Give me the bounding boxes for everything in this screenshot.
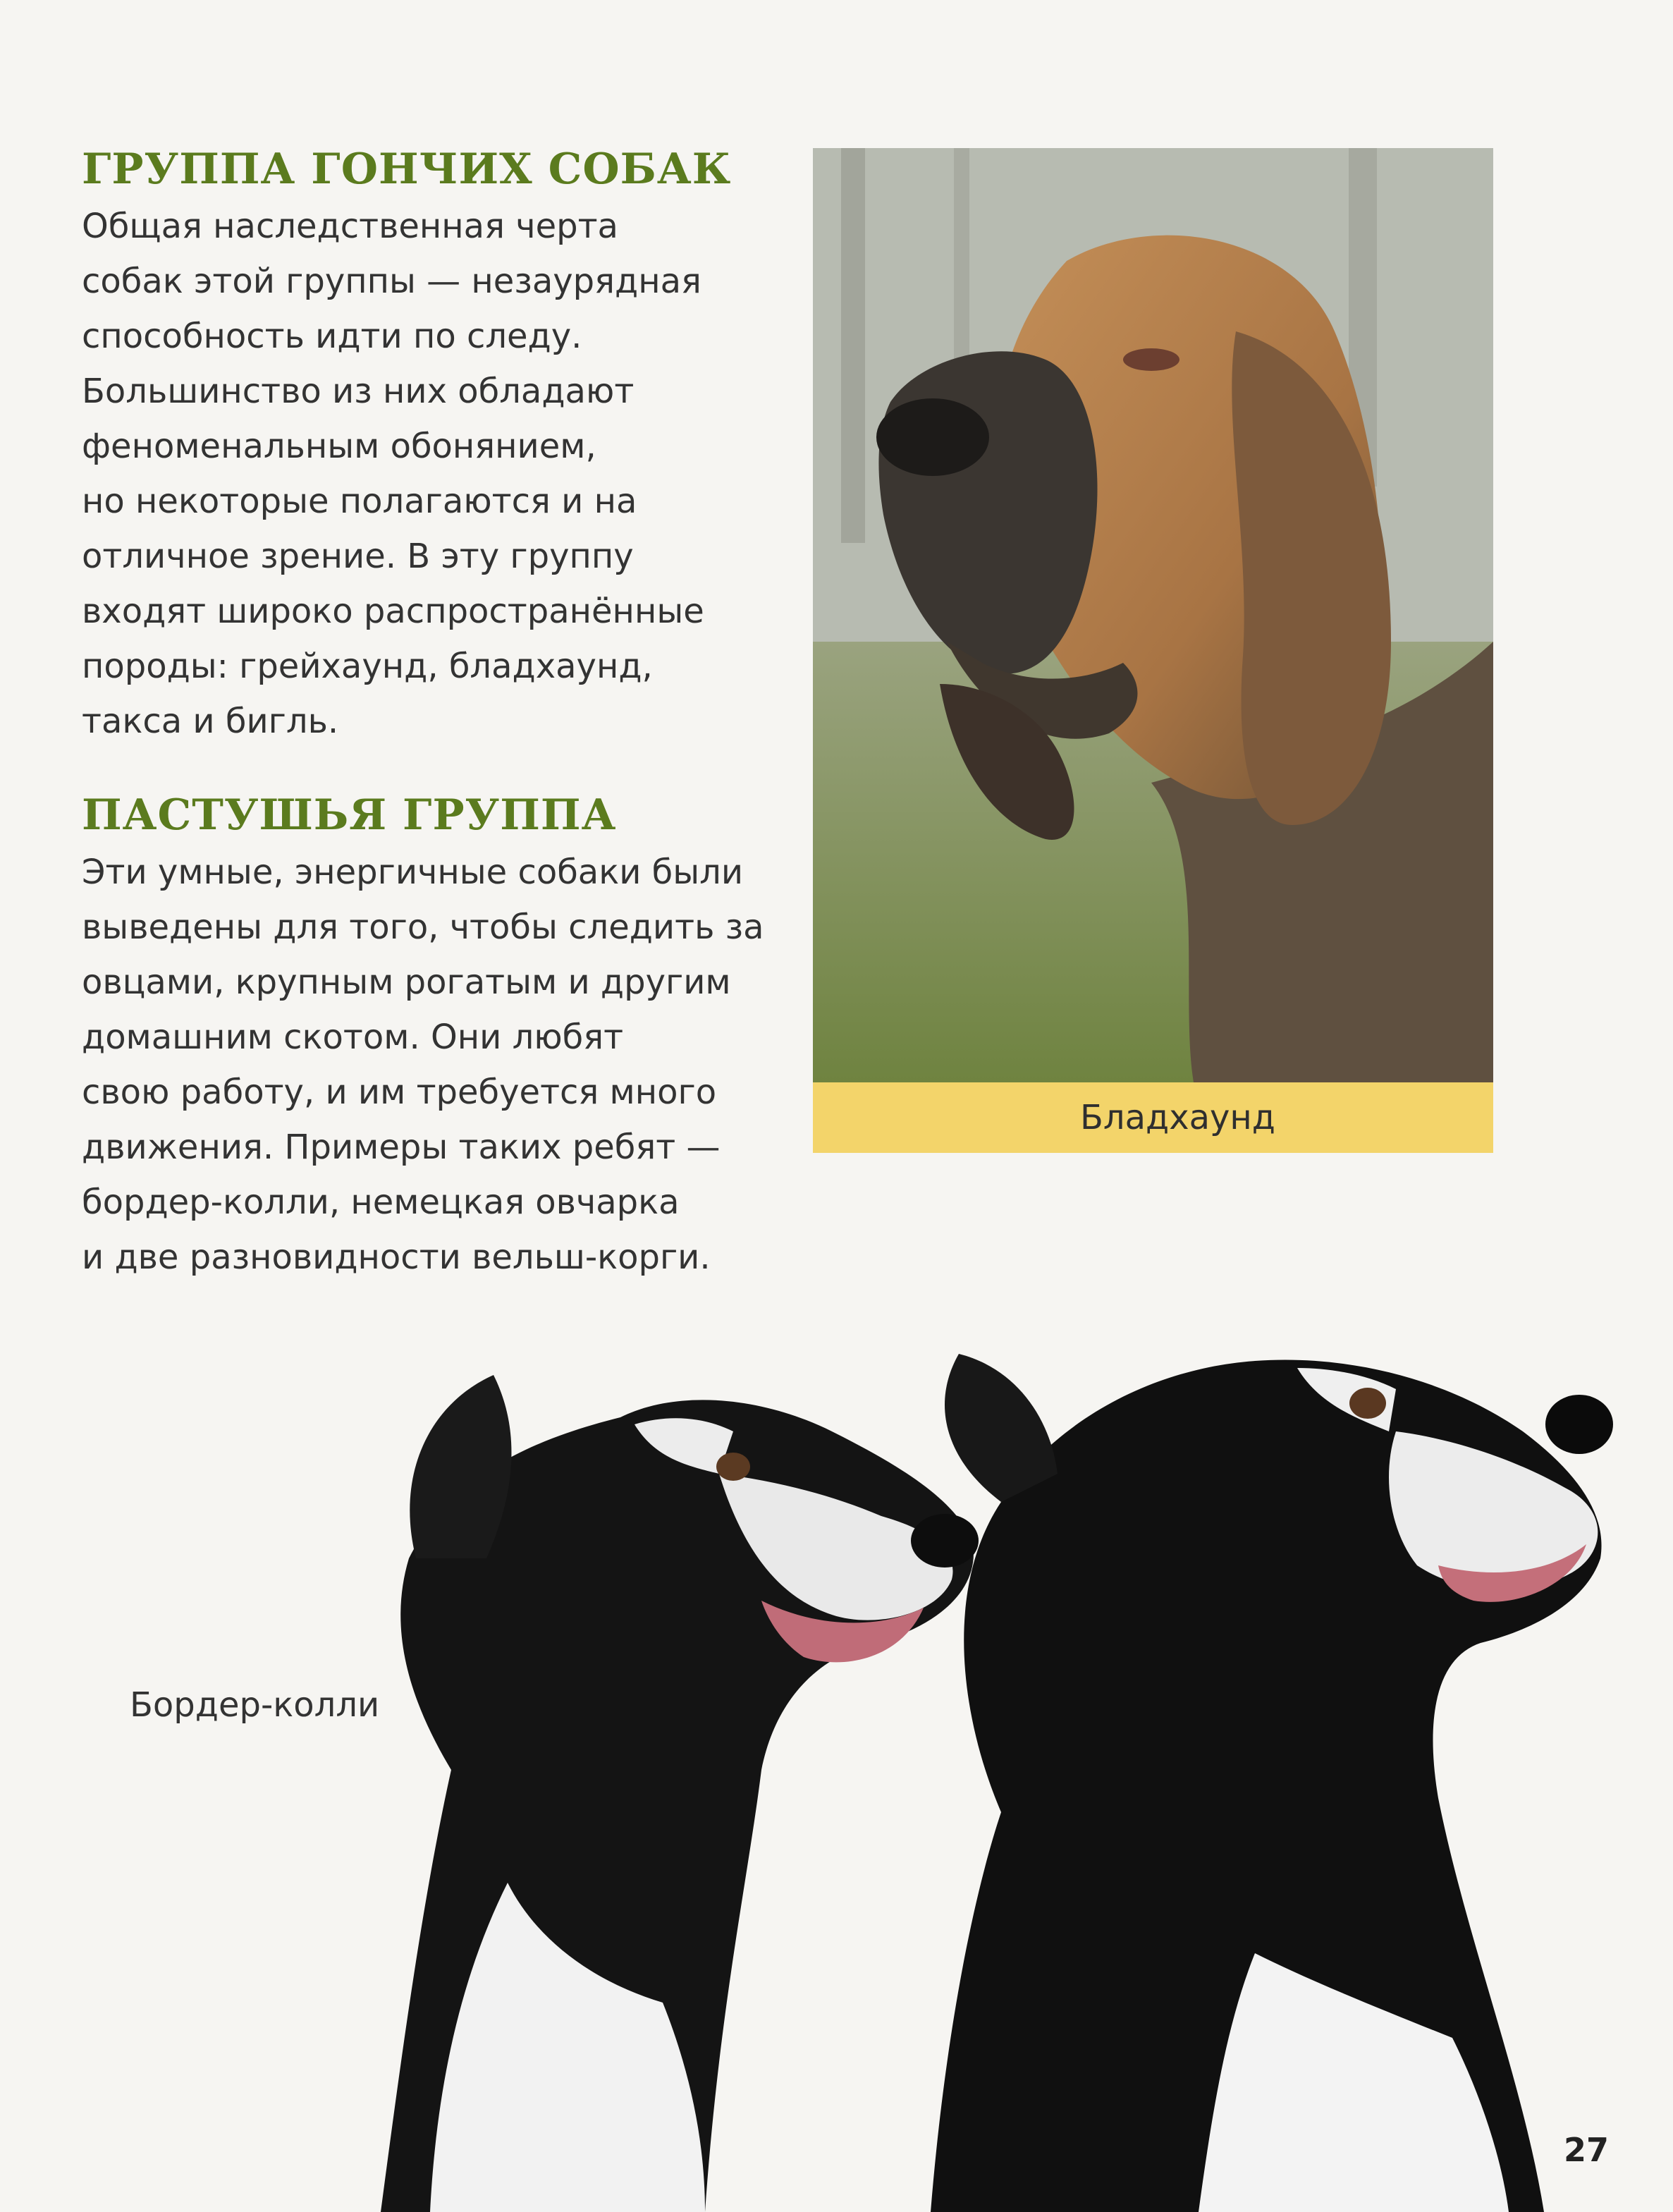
text-line: породы: грейхаунд, бладхаунд,: [82, 647, 653, 686]
text-line: свою работу, и им требуется много: [82, 1073, 717, 1112]
bloodhound-figure: [813, 148, 1493, 1153]
text-line: собак этой группы — незаурядная: [82, 262, 701, 301]
page-number: 27: [1564, 2131, 1610, 2169]
bloodhound-photo: [813, 148, 1493, 1082]
text-line: входят широко распространённые: [82, 592, 704, 631]
text-line: бордер-колли, немецкая овчарка: [82, 1183, 680, 1222]
text-line: домашним скотом. Они любят: [82, 1018, 624, 1057]
bloodhound-caption-bar: [813, 1082, 1493, 1153]
text-line: Эти умные, энергичные собаки были: [82, 853, 744, 892]
herding-group-text: [82, 845, 794, 1285]
text-line: Большинство из них обладают: [82, 372, 635, 411]
border-collie-illustration: [324, 1262, 1673, 2212]
text-line: феноменальным обонянием,: [82, 427, 596, 466]
hound-group-heading: ГРУППА ГОНЧИХ СОБАК: [82, 145, 732, 194]
border-collie-caption: Бордер-колли: [130, 1685, 380, 1725]
herding-group-heading: ПАСТУШЬЯ ГРУППА: [82, 790, 617, 840]
text-line: овцами, крупным рогатым и другим: [82, 963, 731, 1002]
hound-group-text: [82, 199, 794, 749]
text-line: способность идти по следу.: [82, 317, 582, 356]
text-line: выведены для того, чтобы следить за: [82, 908, 764, 947]
text-line: и две разновидности вельш-корги.: [82, 1238, 711, 1277]
bloodhound-caption: Бладхаунд: [1079, 1098, 1275, 1137]
text-line: такса и бигль.: [82, 702, 339, 741]
text-line: отличное зрение. В эту группу: [82, 537, 634, 576]
bloodhound-illustration: [813, 148, 1493, 1082]
text-column: [82, 141, 794, 1285]
text-line: Общая наследственная черта: [82, 207, 618, 246]
text-line: но некоторые полагаются и на: [82, 482, 637, 521]
text-line: движения. Примеры таких ребят —: [82, 1128, 721, 1167]
border-collie-photo: [324, 1262, 1673, 2212]
